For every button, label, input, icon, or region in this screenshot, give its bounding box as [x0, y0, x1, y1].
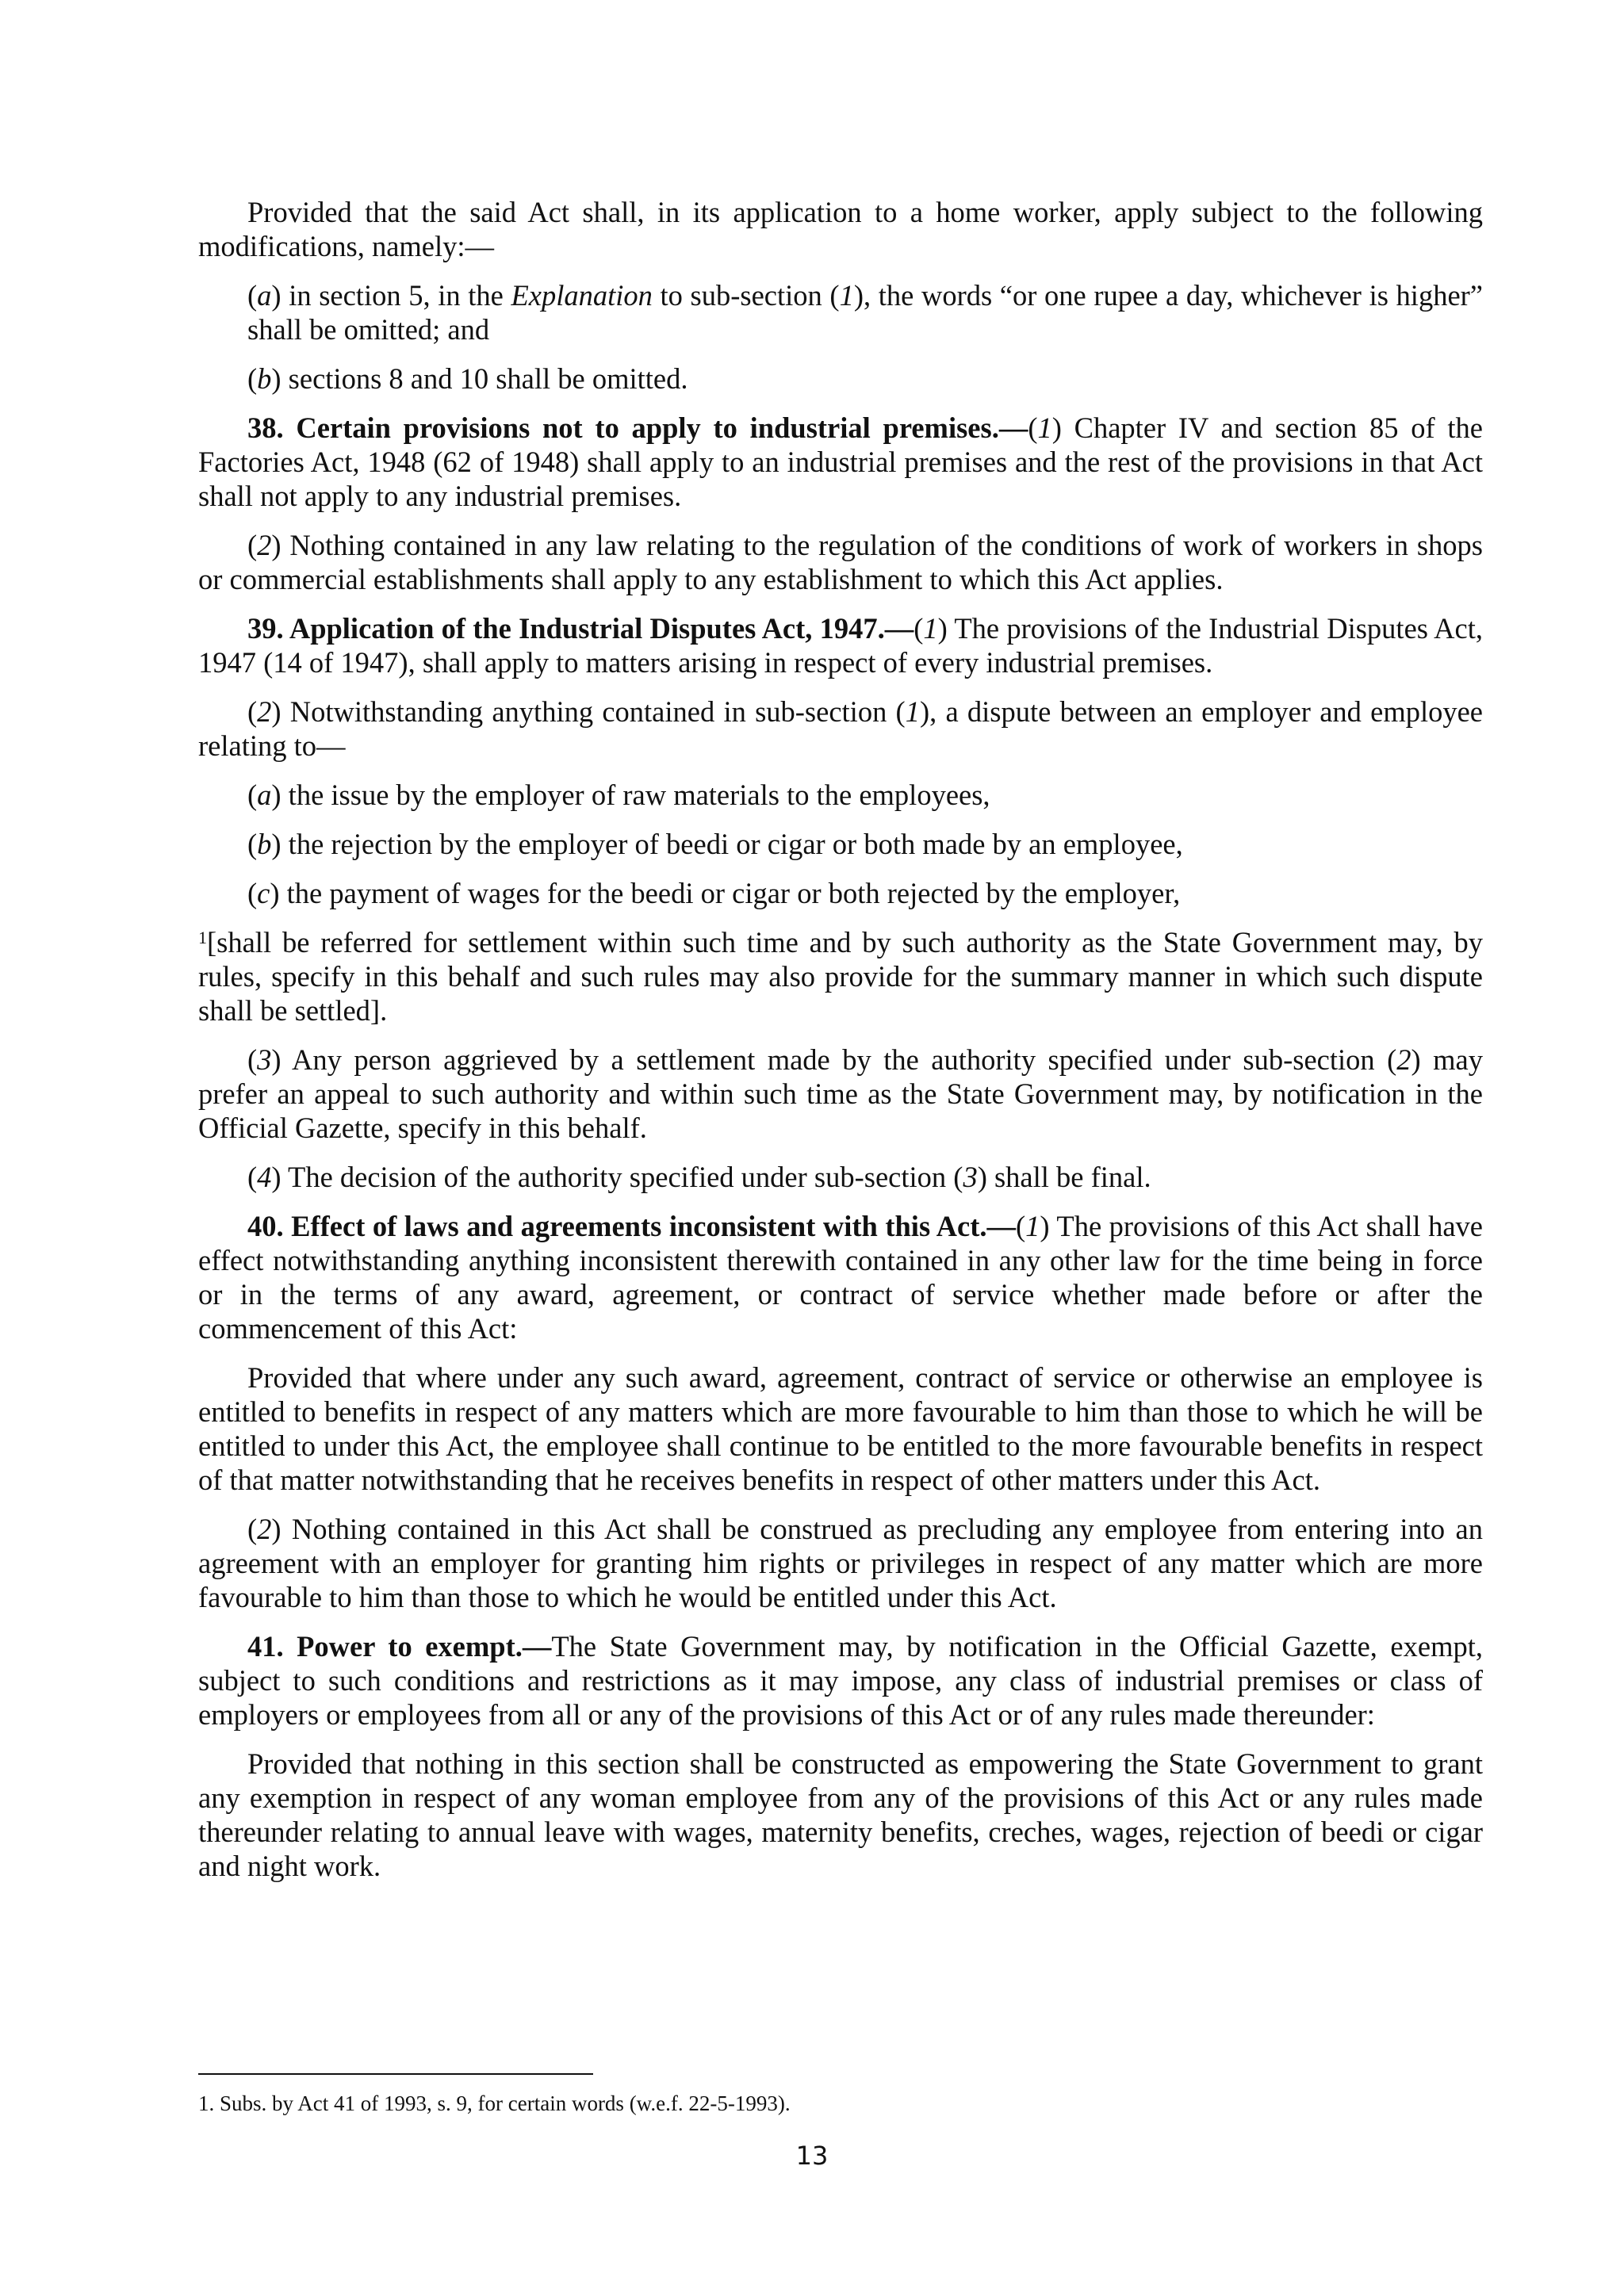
section-41: 41. Power to exempt.—The State Government may, by notification in the Official Gazette, exempt, subject to such conditions and restrictions as it may impose, any class of industrial premises or class of employers or employees from all or any of the provisions of this Act or of any rules made thereunder: — [198, 1630, 1483, 1731]
section-39-subsection-4: (4) The decision of the authority specified under sub-section (3) shall be final. — [247, 1161, 1151, 1193]
section-39-substituted-text: $^1$[shall be referred for settlement within such time and by such authority as the State Government may, by rules, specify in this behalf and such rules may also provide for the summary manner in which such dispute shall be settled]. — [198, 926, 1483, 1027]
footnote-marker[interactable]: 1 — [198, 928, 207, 947]
section-40: 40. Effect of laws and agreements inconsistent with this Act.—(1) The provisions of this Act shall have effect notwithstanding anything inconsistent therewith contained in any other law for the time being in force or in the terms of any award, agreement, or contract of service whether made before or after the commencement of this Act: — [198, 1210, 1483, 1345]
section-39-clause-b: (b) the rejection by the employer of beedi or cigar or both made by an employee, — [247, 828, 1183, 860]
section-39-heading: 39. Application of the Industrial Disputes Act, 1947.— — [247, 612, 914, 645]
section-40-proviso: Provided that where under any such award, agreement, contract of service or otherwise an employee is entitled to benefits in respect of any matters which are more favourable to him than those to which he will be entitled to under this Act, the employee shall continue to be entitled to the more favourable benefits in respect of that matter notwithstanding that he receives benefits in respect of other matters under this Act. — [198, 1361, 1483, 1496]
document-body — [198, 195, 1483, 1898]
section-41-proviso: Provided that nothing in this section shall be constructed as empowering the State Government to grant any exemption in respect of any woman employee from any of the provisions of this Act or any rules made thereunder relating to annual leave with wages, maternity benefits, creches, wages, rejection of beedi or cigar and night work. — [198, 1747, 1483, 1882]
section-39-clause-c: (c) the payment of wages for the beedi or cigar or both rejected by the employer, — [247, 877, 1181, 909]
footnote-divider — [198, 2073, 593, 2075]
section-39-subsection-3: (3) Any person aggrieved by a settlement made by the authority specified under sub-section (2) may prefer an appeal to such authority and within such time as the State Government may, by notification in the Official Gazette, specify in this behalf. — [198, 1043, 1483, 1144]
section-40-heading: 40. Effect of laws and agreements inconsistent with this Act.— — [247, 1210, 1016, 1242]
proviso-home-worker: Provided that the said Act shall, in its application to a home worker, apply subject to the following modifications, namely:— — [198, 196, 1483, 262]
footnote: 1. Subs. by Act 41 of 1993, s. 9, for certain words (w.e.f. 22-5-1993). — [198, 2091, 791, 2115]
section-39-subsection-2: (2) Notwithstanding anything contained in sub-section (1), a dispute between an employer and employee relating to— — [198, 695, 1484, 762]
section-39: 39. Application of the Industrial Disputes Act, 1947.—(1) The provisions of the Industrial Disputes Act, 1947 (14 of 1947), shall apply to matters arising in respect of every industrial premises. — [198, 612, 1483, 679]
section-38: 38. Certain provisions not to apply to industrial premises.—(1) Chapter IV and section 85 of the Factories Act, 1948 (62 of 1948) shall apply to an industrial premises and the rest of the provisions in that Act shall not apply to any industrial premises. — [198, 411, 1483, 512]
section-38-subsection-2: (2) Nothing contained in any law relating to the regulation of the conditions of work of workers in shops or commercial establishments shall apply to any establishment to which this Act applies. — [198, 529, 1483, 595]
clause-a-modification: (a) in section 5, in the Explanation to sub-section (1), the words “or one rupee a day, whichever is higher” shall be omitted; and — [247, 279, 1484, 346]
page-number: 13 — [795, 2141, 829, 2171]
clause-b-modification: (b) sections 8 and 10 shall be omitted. — [247, 362, 688, 395]
section-38-heading: 38. Certain provisions not to apply to industrial premises.— — [247, 411, 1028, 444]
section-41-heading: 41. Power to exempt.— — [247, 1630, 552, 1663]
section-40-subsection-2: (2) Nothing contained in this Act shall be construed as precluding any employee from entering into an agreement with an employer for granting him rights or privileges in respect of any matter which are more favourable to him than those to which he would be entitled under this Act. — [198, 1513, 1483, 1613]
section-39-clause-a: (a) the issue by the employer of raw materials to the employees, — [247, 779, 990, 811]
